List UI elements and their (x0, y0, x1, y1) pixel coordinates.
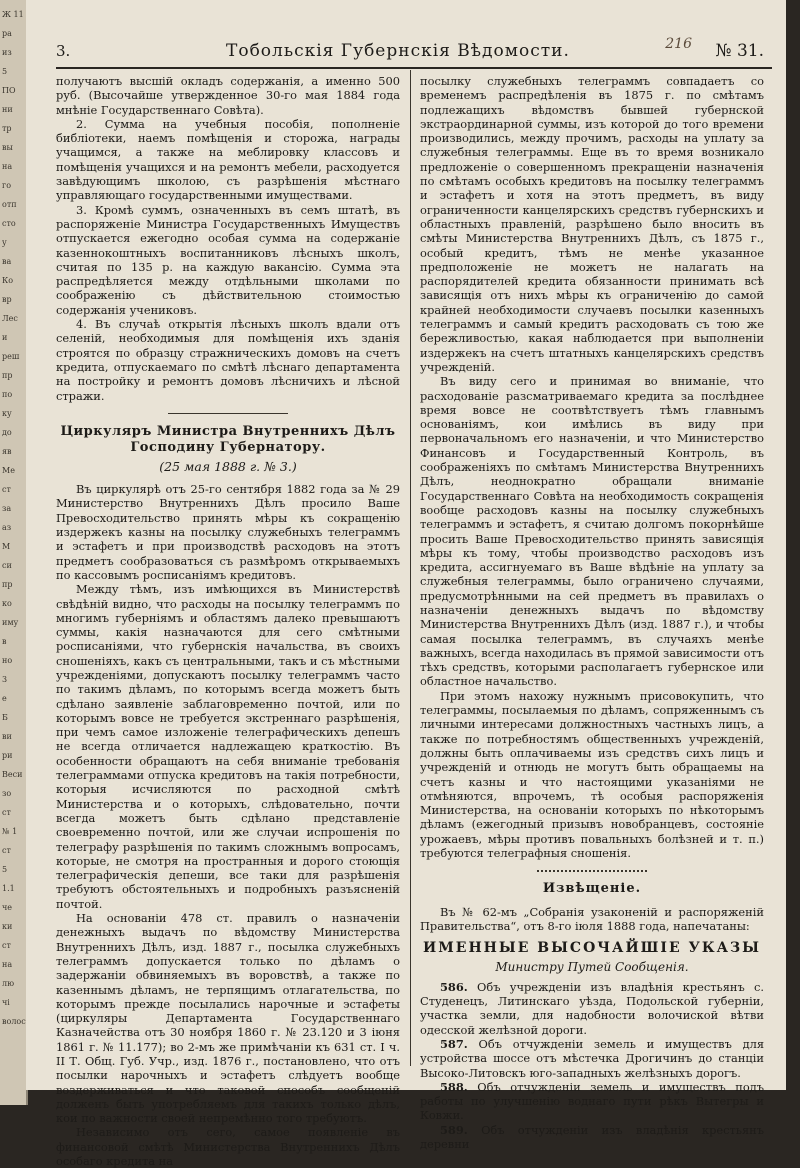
strip-fragment: но (2, 656, 13, 665)
right-column (420, 74, 764, 1151)
paragraph: 2. Сумма на учебныя пособія, пополненіе библіотеки, наемъ помѣщенія и сторожа, награды учащимся, а также на меблировку классовъ и помѣщенія учащихся и на ремонтъ мебели, расходуется завѣдующимъ школою, съ разрѣшенія мѣстнаго управляющаго государственными имуществами. (56, 116, 400, 203)
paragraph: посылку служебныхъ телеграммъ совпадаетъ со временемъ распредѣленія въ 1875 г. по смѣтамъ подлежащихъ вѣдомствъ бывшей губернской экстраординарной суммы, изъ которой до того времени производились, между прочимъ, расходы на уплату за служебныя телеграммы. Еще въ то время возникало предложеніе о совершенномъ прекращеніи назначенія по смѣтамъ особыхъ кредитовъ на посылку телеграммъ и эстафетъ и хотя на этотъ предметъ, въ виду ограниченности канцелярскихъ средствъ губернскихъ и областныхъ правленій, разрѣшено было вносить въ смѣты Министерства Внутреннихъ Дѣлъ, съ 1875 г., особый кредитъ, тѣмъ не менѣе указанное предположеніе не можетъ не налагать на распорядителей кредита обязанности принимать всѣ зависящія отъ нихъ мѣры къ ограниченію до самой крайней необходимости случаевъ посылки казенныхъ телеграммъ и самый кредитъ расходовать съ тою же бережливостью, какая наблюдается при выполненіи издержекъ на счетъ штатныхъ канцелярскихъ средствъ учрежденій. (420, 74, 764, 374)
decree-item (420, 1080, 764, 1123)
strip-fragment: пр (2, 580, 13, 589)
decrees-title: ИМЕННЫЕ ВЫСОЧАЙШІЕ УКАЗЫ (423, 940, 761, 957)
circular-date: (25 мая 1888 г. № 3.) (159, 458, 297, 474)
paragraph: При этомъ нахожу нужнымъ присовокупить, что телеграммы, посылаемыя по дѣламъ, сопряженнымъ съ личными интересами должностныхъ частныхъ лицъ, а также по потребностямъ общественныхъ учрежденій, должны быть оплачиваемы изъ средствъ сихъ лицъ и учрежденій и отнюдь не могутъ быть обращаемы на счетъ казны и что настоящими указаніями не отмѣняются, впрочемъ, тѣ особыя распоряженія Министерства, на основаніи которыхъ по нѣкоторымъ дѣламъ (ежегодный призывъ новобранцевъ, состояніе урожаевъ, мѣры противъ повальныхъ болѣзней и т. п.) требуются телеграфныя сношенія. (420, 688, 764, 861)
strip-fragment: Ко (2, 276, 14, 285)
paragraph: получаютъ высшій окладъ содержанія, а именно 500 руб. (Высочайше утвержденное 30-го мая 1884 года мнѣніе Государственнаго Совѣта). (56, 74, 400, 117)
strip-fragment: Ж 11 (2, 10, 24, 19)
strip-fragment: Ме (2, 466, 15, 475)
strip-fragment: Б (2, 713, 8, 722)
strip-fragment: ку (2, 409, 12, 418)
decree-number: 587. (440, 1037, 468, 1051)
strip-fragment: си (2, 561, 12, 570)
newspaper-title: Тобольскія Губернскія Вѣдомости. (226, 41, 570, 61)
strip-fragment: у (2, 238, 7, 247)
strip-fragment: на (2, 960, 13, 969)
strip-fragment: чі (2, 998, 10, 1007)
strip-fragment: ст (2, 808, 11, 817)
strip-fragment: ст (2, 846, 11, 855)
strip-fragment: 3 (2, 675, 8, 684)
strip-fragment: ви (2, 732, 12, 741)
strip-fragment: отп (2, 200, 17, 209)
strip-fragment: иму (2, 618, 19, 627)
section-separator (168, 413, 288, 414)
strip-fragment: 5 (2, 67, 8, 76)
paragraph: Независимо отъ сего, самое появленіе въ финансовой смѣтѣ Министерства Внутреннихъ Дѣлъ особаго кредита на (56, 1125, 400, 1168)
strip-fragment: сто (2, 219, 16, 228)
strip-fragment: Лес (2, 314, 18, 323)
decree-text: Объ отчужденіи земель и имуществъ для устройства шоссе отъ мѣстечка Дрогичинъ до станціи Высоко-Литовскъ юго-западныхъ желѣзныхъ дорогъ. (420, 1037, 765, 1080)
strip-fragment: № 1 (2, 827, 18, 836)
strip-fragment: ко (2, 599, 12, 608)
decree-number: 589. (440, 1122, 468, 1137)
strip-fragment: ра (2, 29, 12, 38)
decree-text: Объ отчужденіи земель и имуществъ подъ работы по улучшенію воднаго пути рѣкъ Вытегры и Ковжи. (420, 1079, 764, 1123)
strip-fragment: ПО (2, 86, 16, 95)
notice-title: Извѣщеніе. (542, 881, 642, 897)
handwritten-number: 216 (665, 36, 692, 52)
ministry-heading: Министру Путей Сообщенія. (495, 959, 689, 974)
strip-fragment: вы (2, 143, 13, 152)
notice-text: Въ № 62-мъ „Собранія узаконеній и распоряженій Правительства“, отъ 8-го іюля 1888 года, напечатаны: (420, 904, 764, 933)
decree-item (420, 1037, 764, 1080)
paragraph: 4. Въ случаѣ открытія лѣсныхъ школъ вдали отъ селеній, необходимыя для помѣщенія ихъ зданія строятся по образцу стражническихъ домовъ на счетъ кредита, отпускаемаго по смѣтѣ лѣснаго департамента на постройку и ремонтъ домовъ лѣсничихъ и лѣсной стражи. (56, 317, 400, 403)
left-column (56, 74, 400, 1168)
paragraph: 3. Кромѣ суммъ, означенныхъ въ семъ штатѣ, въ распоряженіе Министра Государственныхъ Имуществъ отпускается ежегодно особая сумма на содержаніе казеннокоштныхъ воспитанниковъ лѣсныхъ школъ, считая по 135 р. на каждую вакансію. Сумма эта распредѣляется между отдѣльными школами по соображенію съ дѣйствительною стоимостью содержанія учениковъ. (56, 202, 400, 317)
decree-text: Объ учрежденіи изъ владѣнія крестьянъ с. Студенецъ, Литинскаго уѣзда, Подольской губерніи, участка земли, для надобности волочиской вѣтви одесской желѣзной дороги. (420, 979, 764, 1037)
strip-fragment: вр (2, 295, 12, 304)
strip-fragment: зо (2, 789, 12, 798)
section-separator (537, 870, 647, 872)
strip-fragment: 1.1 (2, 884, 15, 893)
issue-number: № 31. (715, 41, 764, 61)
strip-fragment: го (2, 181, 12, 190)
strip-fragment: из (2, 48, 12, 57)
newspaper-page (26, 0, 786, 1168)
decree-number: 586. (440, 979, 468, 994)
adjacent-page-strip (0, 0, 28, 1105)
strip-fragment: ст (2, 485, 11, 494)
strip-fragment: че (2, 903, 13, 912)
column-divider (410, 70, 411, 1066)
strip-fragment: и (2, 333, 8, 342)
strip-fragment: Веси (2, 770, 23, 779)
strip-fragment: до (2, 428, 12, 437)
strip-fragment: М (2, 542, 11, 551)
strip-fragment: волос (2, 1017, 26, 1026)
strip-fragment: яв (2, 447, 12, 456)
strip-fragment: в (2, 637, 7, 646)
page-number: 3. (56, 42, 71, 60)
decree-text: Объ отчужденіи изъ владѣнія крестьянъ деревни (420, 1122, 765, 1152)
decree-item (420, 1123, 764, 1152)
strip-fragment: за (2, 504, 12, 513)
decree-number: 588. (440, 1079, 468, 1094)
header-rule (56, 67, 772, 69)
strip-fragment: е (2, 694, 7, 703)
strip-fragment: 5 (2, 865, 8, 874)
strip-fragment: реш (2, 352, 20, 361)
strip-fragment: ки (2, 922, 13, 931)
strip-fragment: ри (2, 751, 13, 760)
paragraph: Въ виду сего и принимая во вниманіе, что расходованіе разсматриваемаго кредита за послѣднее время вовсе не соотвѣтствуетъ тѣмъ главнымъ основаніямъ, кои имѣлись въ виду при первоначальномъ его назначеніи, и что Министерство Финансовъ и Государственный Контроль, въ соображеніяхъ по смѣтамъ Министерства Внутреннихъ Дѣлъ, неоднократно обращали вниманіе Государственнаго Совѣта на необходимость сокращенія вообще расходовъ казны на посылку служебныхъ телеграммъ и эстафетъ, я считаю долгомъ покорнѣйше просить Ваше Превосходительство принять зависящія мѣры къ тому, чтобы производство расходовъ изъ кредита, ассигнуемаго въ Ваше вѣдѣніе на уплату за служебныя телеграммы, было ограничено случаями, предусмотрѣнными на сей предметъ въ правилахъ о назначеніи денежныхъ выдачъ по вѣдомству Министерства Внутреннихъ Дѣлъ (изд. 1887 г.), и чтобы самая посылка телеграммъ, въ случаяхъ менѣе важныхъ, всегда находилась въ прямой зависимости отъ тѣхъ средствъ, которыми располагаетъ губернское или областное начальство. (420, 374, 764, 689)
strip-fragment: по (2, 390, 13, 399)
paragraph: Въ циркулярѣ отъ 25-го сентября 1882 года за № 29 Министерство Внутреннихъ Дѣлъ просило Ваше Превосходительство принять мѣры къ сокращенію издержекъ казны на посылку служебныхъ телеграммъ и эстафетъ и при производствѣ расходовъ на этотъ предметъ сообразоваться съ размѣромъ открываемыхъ по кассовымъ росписаніямъ кредитовъ. (56, 482, 400, 582)
page-header (56, 38, 772, 64)
strip-fragment: ни (2, 105, 13, 114)
paragraph: Между тѣмъ, изъ имѣющихся въ Министерствѣ свѣдѣній видно, что расходы на посылку телеграммъ по многимъ губерніямъ и областямъ далеко превышаютъ суммы, какія назначаются для сего смѣтными росписаніями, что губернскія начальства, въ своихъ сношеніяхъ, какъ съ центральными, такъ и съ мѣстными учрежденіями, допускаютъ посылку телеграммъ часто по такимъ дѣламъ, по которымъ всегда можетъ быть сдѣлано заявленіе заблаговременно почтой, или по которымъ вовсе не требуется экстреннаго разрѣшенія, при чемъ самое изложеніе телеграфическихъ депешъ не всегда отличается надлежащею краткостію. Въ особенности обращаютъ на себя вниманіе требованія телеграммами отпуска кредитовъ на такія потребности, которыя исчисляются по расходной смѣтѣ Министерства и о которыхъ, слѣдовательно, почти всегда можетъ быть сдѣлано представленіе своевременно почтой, или же случаи испрошенія по телеграфу разрѣшенія по такимъ сложнымъ вопросамъ, которые, не смотря на пространныя и дорого стоющія телеграфическія депеши, все таки для разрѣшенія требуютъ обстоятельныхъ и подробныхъ разъясненій почтой. (56, 582, 400, 911)
paragraph: На основаніи 478 ст. правилъ о назначеніи денежныхъ выдачъ по вѣдомству Министерства Внутреннихъ Дѣлъ, изд. 1887 г., посылка служебныхъ телеграммъ допускается только по дѣламъ о задержаніи обвиняемыхъ въ воровствѣ, а также по казеннымъ дѣламъ, не терпящимъ отлагательства, по которымъ прежде посылались нарочные и эстафеты (циркуляры Департамента Государственнаго Казначейства отъ 30 ноября 1860 г. № 23.120 и 3 іюня 1861 г. № 11.177); во 2-мъ же примѣчаніи къ 631 ст. I ч. II Т. Общ. Губ. Учр., изд. 1876 г., постановлено, что отъ посылки нарочныхъ и эстафетъ слѣдуетъ вообще воздерживаться и что таковой способъ сообщеній долженъ быть употребляемъ для такихъ только дѣлъ, кои по важности своей непремѣнно того требуютъ. (56, 911, 400, 1126)
strip-fragment: ва (2, 257, 12, 266)
decree-item (420, 980, 764, 1037)
strip-fragment: пр (2, 371, 13, 380)
strip-fragment: на (2, 162, 13, 171)
strip-fragment: лю (2, 979, 15, 988)
strip-fragment: аз (2, 523, 12, 532)
strip-fragment: ст (2, 941, 11, 950)
circular-title: Циркуляръ Министра Внутреннихъ Дѣлъ Господину Губернатору. (60, 423, 396, 455)
strip-fragment: тр (2, 124, 12, 133)
